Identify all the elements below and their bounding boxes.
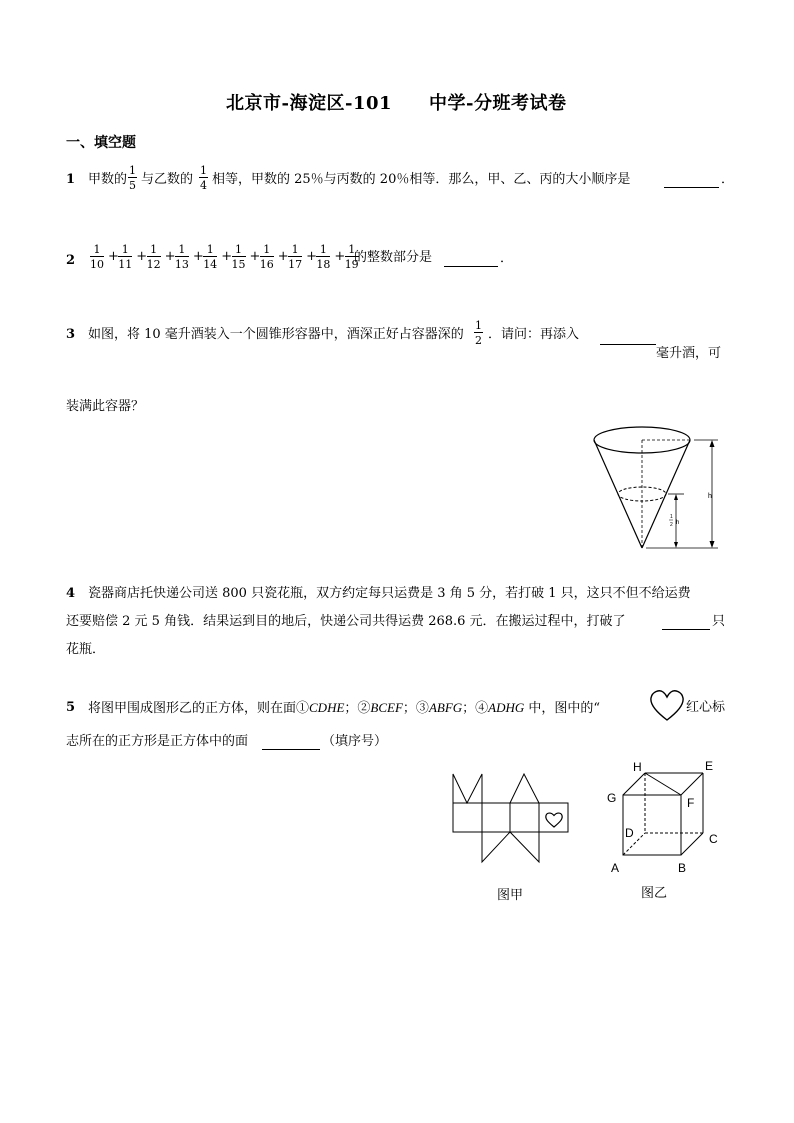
answer-blank[interactable] xyxy=(664,173,719,188)
plus-sign: + xyxy=(108,249,119,264)
fraction-denominator: 16 xyxy=(259,258,274,271)
fraction-numerator: 1 xyxy=(118,244,132,257)
fraction-numerator: 1 xyxy=(129,164,136,177)
cube-vertex-label: C xyxy=(709,832,718,846)
question-text: 相等，甲数的 25％与丙数的 20％相等．那么，甲、乙、丙的大小顺序是 xyxy=(212,172,631,187)
text-segment: ；② xyxy=(344,701,371,716)
fraction-numerator: 1 xyxy=(90,244,104,257)
answer-blank[interactable] xyxy=(600,330,656,345)
face-label: ADHG xyxy=(488,700,525,715)
label-half-h: h xyxy=(676,520,680,526)
fraction-denominator: 10 xyxy=(90,258,104,271)
fraction-one-fifth xyxy=(128,165,137,191)
fraction-numerator: 1 xyxy=(232,244,246,257)
cube-edge-GH xyxy=(623,773,645,795)
cube-labels xyxy=(607,759,718,875)
fraction-denominator: 2 xyxy=(475,334,482,347)
plus-sign: + xyxy=(334,249,346,264)
fraction-numerator: 1 xyxy=(288,244,302,257)
face-label: ABFG xyxy=(428,700,463,715)
fraction-numerator: 1 xyxy=(316,244,330,257)
fraction-denominator: 5 xyxy=(129,179,136,192)
fraction-denominator: 17 xyxy=(288,258,303,271)
question-text: 花瓶． xyxy=(66,642,106,657)
figure-caption: 图甲 xyxy=(497,887,524,902)
question-number: 2 xyxy=(66,253,76,268)
fraction-term xyxy=(118,244,132,270)
answer-blank[interactable] xyxy=(262,735,320,750)
question-number: 3 xyxy=(66,327,76,342)
text-segment: ；④ xyxy=(462,701,489,716)
arrow-down xyxy=(674,542,678,548)
face-label: CDHE xyxy=(309,700,345,715)
cube-vertex-label: F xyxy=(687,796,695,810)
text-segment: 中，图中的“ xyxy=(524,701,601,716)
fraction-term xyxy=(260,244,274,270)
cone-figure xyxy=(588,420,728,555)
plus-sign: + xyxy=(164,249,176,264)
figure-caption: 图乙 xyxy=(641,885,668,900)
cube-edge-FE xyxy=(681,773,703,795)
cube-vertex-label: B xyxy=(678,861,687,875)
question-text: 的整数部分是 xyxy=(354,250,433,265)
cube-edge-BC xyxy=(681,833,703,855)
liquid-surface xyxy=(618,487,666,501)
fraction-denominator: 11 xyxy=(118,258,133,271)
cube-vertex-label: E xyxy=(705,759,714,773)
question-text: 只 xyxy=(712,614,726,629)
text-segment: ；③ xyxy=(402,701,429,716)
label-half-numerator: 1 xyxy=(670,514,673,520)
fraction-numerator: 1 xyxy=(203,244,217,257)
fraction-one-half xyxy=(474,320,483,346)
cube-net-figure xyxy=(448,770,578,866)
question-text: 还要赔偿 2 元 5 角钱．结果运到目的地后，快递公司共得运费 268.6 元．在搬运过程中，打破了 xyxy=(66,614,626,629)
fraction-term xyxy=(175,244,189,270)
cube-vertex-label: H xyxy=(633,760,642,774)
fraction-numerator: 1 xyxy=(147,244,161,257)
answer-blank[interactable] xyxy=(662,615,710,630)
fraction-term xyxy=(316,244,330,270)
label-h: h xyxy=(708,493,712,500)
fraction-numerator: 1 xyxy=(475,319,482,332)
question-end: ． xyxy=(721,172,735,187)
plus-sign: + xyxy=(249,249,261,264)
cube-vertex-label: A xyxy=(611,861,620,875)
heart-icon xyxy=(546,813,562,827)
cube-figure xyxy=(603,755,728,878)
net-bottom-left-flap xyxy=(482,832,510,862)
cube-vertex-label: D xyxy=(625,826,634,840)
question-text xyxy=(88,701,600,715)
fraction-one-quarter xyxy=(199,165,208,191)
plus-sign: + xyxy=(221,249,233,264)
question-text: （填序号） xyxy=(322,734,388,749)
fraction-denominator: 18 xyxy=(316,258,331,271)
fraction-numerator: 1 xyxy=(260,244,274,257)
fraction-denominator: 12 xyxy=(146,258,161,271)
fraction-denominator: 13 xyxy=(174,258,189,271)
question-text: 甲数的 xyxy=(88,172,128,187)
question-text: 装满此容器？ xyxy=(66,399,145,414)
net-top-right-flap xyxy=(510,774,539,803)
plus-sign: + xyxy=(306,249,317,264)
plus-sign: + xyxy=(192,249,204,264)
answer-blank[interactable] xyxy=(444,252,498,267)
page-title: 北京市-海淀区-101 中学-分班考试卷 xyxy=(226,93,567,114)
fraction-numerator: 1 xyxy=(200,164,207,177)
question-number: 4 xyxy=(66,586,76,601)
text-segment: 将图甲围成图形乙的正方体，则在面① xyxy=(88,701,310,716)
question-text: 红心标 xyxy=(686,700,726,715)
arrow-down xyxy=(710,541,715,548)
arrow-up xyxy=(674,494,678,500)
face-label: BCEF xyxy=(370,700,403,715)
fraction-numerator: 1 xyxy=(345,244,359,257)
fraction-numerator: 1 xyxy=(175,244,189,257)
cube-diagonal-HF xyxy=(645,773,681,795)
question-text: 瓷器商店托快递公司送 800 只瓷花瓶，双方约定每只运费是 3 角 5 分，若打破 1 只，这只不但不给运费 xyxy=(88,586,691,601)
arrow-up xyxy=(710,440,715,447)
cube-vertex-label: G xyxy=(607,791,617,805)
net-bottom-right-flap xyxy=(510,832,539,862)
fraction-term xyxy=(90,244,104,270)
question-end: ． xyxy=(500,251,514,266)
question-text: 如图，将 10 毫升酒装入一个圆锥形容器中，酒深正好占容器深的 xyxy=(88,327,464,342)
fraction-term xyxy=(232,244,246,270)
heart-icon xyxy=(649,689,685,723)
fraction-term xyxy=(288,244,302,270)
question-text: 志所在的正方形是正方体中的面 xyxy=(66,734,249,749)
question-text: ．请问：再添入 xyxy=(488,327,580,342)
question-text: 毫升酒，可 xyxy=(656,346,722,361)
section-heading: 一、填空题 xyxy=(66,135,136,151)
fraction-term xyxy=(203,244,217,270)
question-number: 5 xyxy=(66,700,76,715)
fraction-term xyxy=(147,244,161,270)
fraction-denominator: 14 xyxy=(203,258,218,271)
net-top-left-flap xyxy=(453,774,482,803)
plus-sign: + xyxy=(136,249,148,264)
label-half-denominator: 2 xyxy=(670,522,673,528)
fraction-denominator: 4 xyxy=(200,179,207,192)
fraction-denominator: 15 xyxy=(231,258,246,271)
plus-sign: + xyxy=(277,249,289,264)
question-text: 与乙数的 xyxy=(141,172,194,187)
fraction-denominator: 19 xyxy=(344,258,359,271)
question-number: 1 xyxy=(66,172,76,187)
